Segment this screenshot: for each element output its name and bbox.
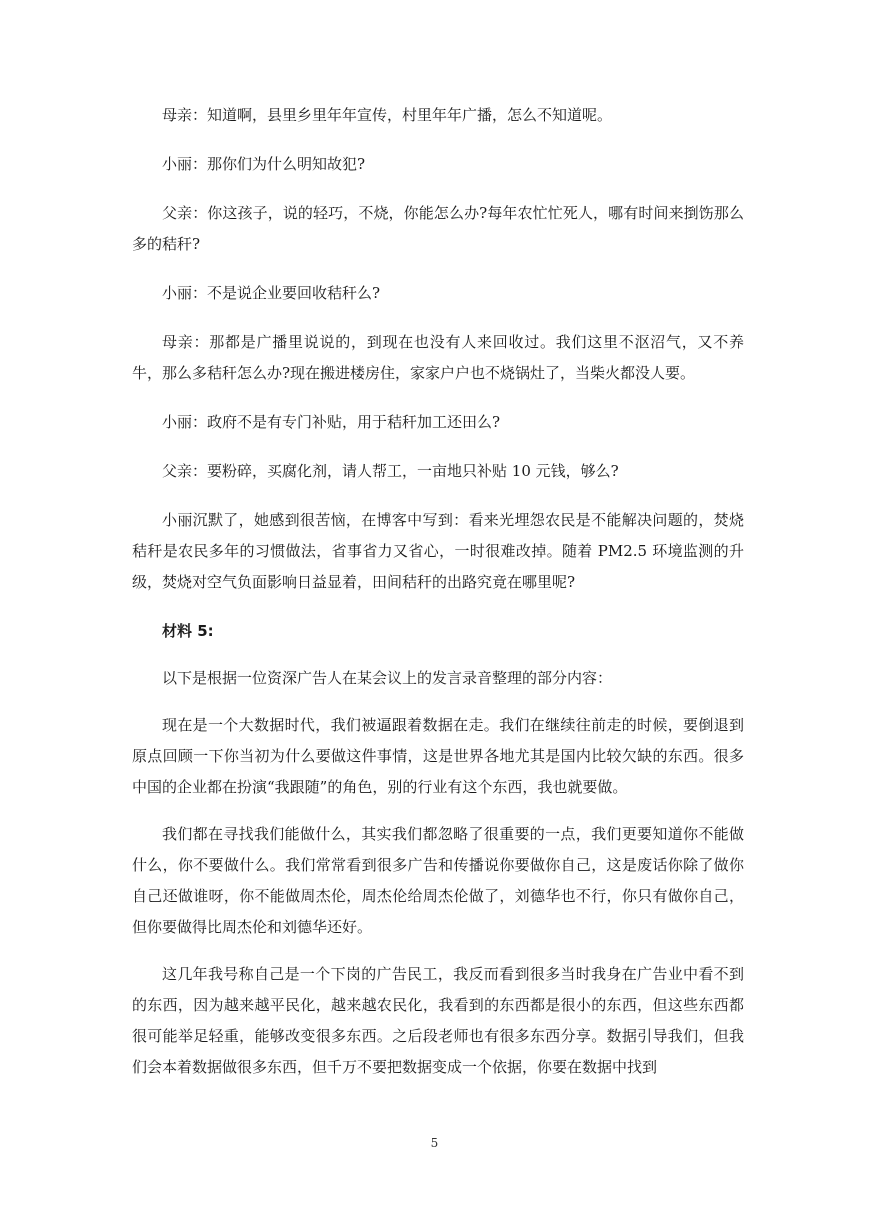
paragraph-12: 我们都在寻找我们能做什么，其实我们都忽略了很重要的一点，我们更要知道你不能做什么，你不要做什么。我们常常看到很多广告和传播说你要做你自己，这是废话你除了做你自己还做谁呀，你不能做周杰伦，周杰伦给周杰伦做了，刘德华也不行，你只有做你自己，但你要做得比周杰伦和刘德华还好。 <box>132 825 744 936</box>
paragraph-7: 父亲：要粉碎，买腐化剂，请人帮工，一亩地只补贴 10 元钱，够么? <box>162 462 619 480</box>
page-number: 5 <box>430 1136 439 1150</box>
paragraph-13: 这几年我号称自己是一个下岗的广告民工，我反而看到很多当时我身在广告业中看不到的东西，因为越来越平民化，越来越农民化，我看到的东西都是很小的东西，但这些东西都很可能举足轻重，能够改变很多东西。之后段老师也有很多东西分享。数据引导我们，但我们会本着数据做很多东西，但千万不要把数据变成一个依据，你要在数据中找到 <box>132 965 744 1076</box>
paragraph-8: 小丽沉默了，她感到很苦恼，在博客中写到：看来光埋怨农民是不能解决问题的，焚烧秸秆是农民多年的习惯做法，省事省力又省心，一时很难改掉。随着 PM2.5 环境监测的升级，焚烧对空气负面影响日益显着，田间秸秆的出路究竟在哪里呢? <box>132 511 744 591</box>
section-heading: 材料 5: <box>162 622 214 640</box>
document-body <box>132 100 744 1099</box>
paragraph-6: 小丽：政府不是有专门补贴，用于秸秆加工还田么? <box>162 413 501 431</box>
paragraph-2: 小丽：那你们为什么明知故犯? <box>162 155 366 173</box>
paragraph-10: 以下是根据一位资深广告人在某会议上的发言录音整理的部分内容： <box>162 669 613 687</box>
paragraph-5: 母亲：那都是广播里说说的，到现在也没有人来回收过。我们这里不沤沼气，又不养牛，那么多秸秆怎么办?现在搬进楼房住，家家户户也不烧锅灶了，当柴火都没人要。 <box>132 333 744 382</box>
paragraph-11: 现在是一个大数据时代，我们被逼跟着数据在走。我们在继续往前走的时候，要倒退到原点回顾一下你当初为什么要做这件事情，这是世界各地尤其是国内比较欠缺的东西。很多中国的企业都在扮演“我跟随”的角色，别的行业有这个东西，我也就要做。 <box>132 716 744 796</box>
paragraph-4: 小丽：不是说企业要回收秸秆么? <box>162 284 381 302</box>
paragraph-3: 父亲：你这孩子，说的轻巧，不烧，你能怎么办?每年农忙忙死人，哪有时间来捯饬那么多的秸秆? <box>132 204 744 253</box>
paragraph-1: 母亲：知道啊，县里乡里年年宣传，村里年年广播，怎么不知道呢。 <box>162 106 613 124</box>
